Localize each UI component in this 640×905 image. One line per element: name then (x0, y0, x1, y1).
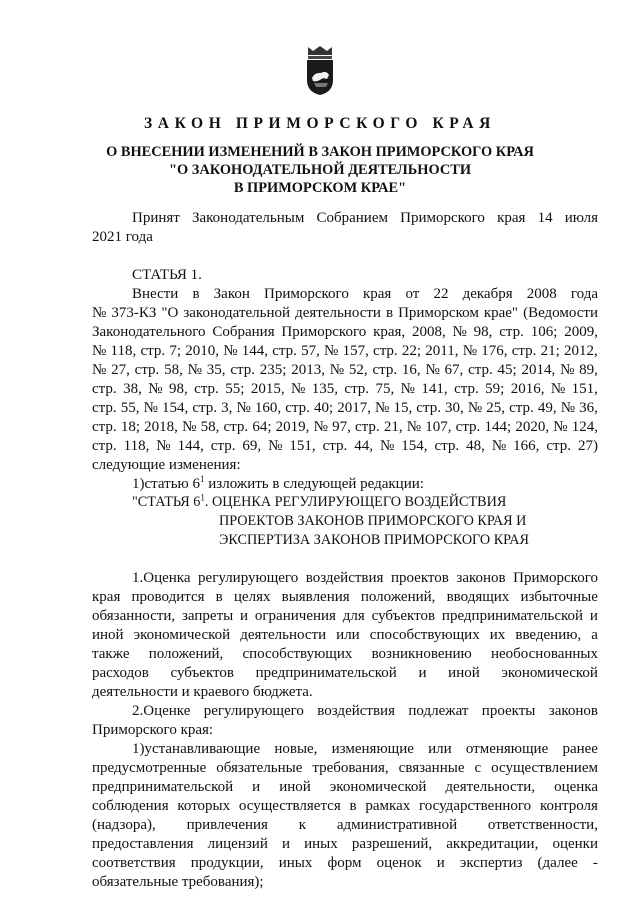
word: Закон (213, 286, 250, 302)
body-line (92, 607, 598, 626)
amendment-title-line: "О ЗАКОНОДАТЕЛЬНОЙ ДЕЯТЕЛЬНОСТИ (168, 162, 472, 178)
word: 2008 (526, 286, 557, 302)
word: проводится (131, 589, 205, 605)
word: избыточные (520, 589, 598, 605)
word: стр. (92, 400, 117, 416)
word: способствующих (242, 646, 353, 662)
word: положений, (148, 646, 224, 662)
word: 2011, (425, 343, 459, 359)
word: 67, (444, 362, 464, 378)
body-line (132, 285, 598, 304)
word: (надзора), (92, 817, 156, 833)
amendment-item (132, 475, 424, 494)
body-line (92, 323, 598, 342)
word: стр. (373, 343, 398, 359)
word: Приморского (281, 324, 367, 340)
word: 40; (313, 400, 334, 416)
word: 38, (123, 381, 142, 397)
article-heading: ПРОЕКТОВ ЗАКОНОВ ПРИМОРСКОГО КРАЯ И (219, 513, 527, 529)
word: 30, (445, 400, 464, 416)
word: № (187, 362, 202, 378)
word: стр. (223, 419, 249, 435)
word: воздействия (317, 703, 395, 719)
word: субъектов (371, 608, 436, 624)
word: ограничения (254, 608, 336, 624)
law-title: ЗАКОН ПРИМОРСКОГО КРАЯ (144, 115, 496, 132)
word: 124, (571, 419, 598, 435)
word: которых (177, 798, 231, 814)
body-line (92, 645, 598, 664)
superscript: 1 (200, 474, 205, 484)
word: Приморского (400, 210, 485, 226)
word: 2015, (250, 381, 285, 397)
word: 2.Оценке (132, 703, 191, 719)
body-line (132, 702, 598, 721)
word: 49, (537, 400, 557, 416)
word: 45; (497, 362, 517, 378)
word: стр. (230, 362, 255, 378)
body-line (92, 854, 598, 873)
word: стр. (416, 400, 441, 416)
amendment-title-line: В ПРИМОРСКОМ КРАЕ" (233, 180, 407, 196)
amendment-item-text: 1)статью 6 (132, 476, 201, 492)
word: продукции, (190, 855, 264, 871)
body-line: обязательные требования); (92, 874, 264, 890)
word: иной (92, 627, 124, 643)
word: иных (304, 836, 338, 852)
word: 58, (200, 419, 220, 435)
word: № (452, 324, 467, 340)
word: стр. (285, 400, 310, 416)
word: от (405, 286, 420, 302)
word: № (329, 362, 345, 378)
word: стр. (511, 343, 537, 359)
word: 59; (485, 381, 505, 397)
body-line: деятельности и краевого бюджета. (92, 684, 313, 700)
word: 107, (425, 419, 452, 435)
article-heading: ЭКСПЕРТИЗА ЗАКОНОВ ПРИМОРСКОГО КРАЯ (219, 532, 529, 548)
word: законов (548, 703, 598, 719)
word: экспертиз (459, 855, 523, 871)
word: 21, (383, 419, 403, 435)
word: или (336, 627, 360, 643)
word: привлечения (186, 817, 268, 833)
word: к (298, 817, 307, 833)
body-line (92, 588, 598, 607)
word: иной (448, 665, 480, 681)
word: рамках (365, 798, 411, 814)
word: и (418, 665, 427, 681)
word: для (342, 608, 365, 624)
word: иной (279, 779, 311, 795)
word: 235; (259, 362, 287, 378)
word: иных (278, 855, 313, 871)
body-line (92, 361, 598, 380)
word: стр. (468, 362, 493, 378)
word: соответствия (92, 855, 176, 871)
word: введению, (515, 627, 582, 643)
article-heading-text: "СТАТЬЯ 6 (132, 494, 201, 510)
word: № (143, 400, 158, 416)
word: 18; (120, 419, 140, 435)
word: стр. (454, 381, 479, 397)
body-line (92, 626, 598, 645)
word: 2017, (337, 400, 371, 416)
word: стр. (92, 381, 117, 397)
word: 25, (486, 400, 506, 416)
word: (далее (537, 855, 578, 871)
word: законодательной (183, 305, 291, 321)
word: государственного (419, 798, 532, 814)
body-line: Приморского края: (92, 722, 214, 738)
word: № (467, 400, 483, 416)
word: и (252, 779, 261, 795)
word: края, (373, 324, 406, 340)
word: отменяющие (465, 741, 549, 757)
word: предусмотренные (92, 760, 207, 776)
word: обязанности, (92, 608, 176, 624)
word: деятельности (295, 305, 381, 321)
word: 118, (110, 343, 137, 359)
word: 151, (571, 381, 598, 397)
word: 98, (168, 381, 188, 397)
word: требования, (312, 760, 389, 776)
word: края (497, 210, 526, 226)
amendment-title-line: О ВНЕСЕНИИ ИЗМЕНЕНИЙ В ЗАКОН ПРИМОРСКОГО КРАЯ (106, 144, 534, 160)
word: стр. (499, 324, 524, 340)
word: стр. (434, 438, 460, 454)
body-line (132, 569, 598, 588)
word: Внести (132, 286, 179, 302)
word: № (375, 400, 390, 416)
body-line (92, 816, 598, 835)
word: вводящих (446, 589, 510, 605)
word: стр. (92, 438, 117, 454)
word: 55; (225, 381, 245, 397)
word: 144; (484, 419, 512, 435)
word: 36, (579, 400, 598, 416)
word: расходов (92, 665, 149, 681)
word: 2012, (563, 343, 598, 359)
word: 97, (332, 419, 351, 435)
word: № (560, 400, 576, 416)
word: № (92, 362, 107, 378)
word: стр. (355, 419, 380, 435)
word: 16, (401, 362, 421, 378)
word: проектов (390, 570, 449, 586)
word: крае" (483, 305, 519, 321)
word: Собранием (316, 210, 388, 226)
word: 2020, (515, 419, 550, 435)
word: № (379, 438, 395, 454)
word: Принят (132, 210, 180, 226)
article-label: СТАТЬЯ 1. (132, 267, 202, 283)
word: также (92, 646, 130, 662)
word: с (474, 760, 482, 776)
word: 58, (164, 362, 183, 378)
word: предпринимательской (441, 608, 584, 624)
word: 15, (393, 400, 413, 416)
word: 2013, (291, 362, 325, 378)
word: 57, (301, 343, 320, 359)
word: в (385, 305, 394, 321)
word: оценка (554, 779, 598, 795)
word: № (92, 305, 107, 321)
word: № (92, 343, 107, 359)
word: обязательные (216, 760, 303, 776)
word: стр. (140, 343, 166, 359)
word: аккредитации, (446, 836, 539, 852)
word: № (223, 343, 238, 359)
word: 44, (354, 438, 374, 454)
word: стр. (509, 400, 534, 416)
word: запреты (182, 608, 234, 624)
word: № (324, 343, 339, 359)
word: 160, (254, 400, 282, 416)
word: края (92, 589, 121, 605)
word: или (428, 741, 452, 757)
body-line (92, 759, 598, 778)
word: 98, (473, 324, 493, 340)
word: соблюдения (92, 798, 169, 814)
word: года (570, 286, 598, 302)
word: Приморского (513, 570, 598, 586)
word: 2010, (185, 343, 219, 359)
word: 35, (206, 362, 226, 378)
word: 3, (221, 400, 233, 416)
word: регулирующего (203, 703, 304, 719)
word: и (589, 608, 598, 624)
word: экономической (329, 779, 427, 795)
word: 157, (342, 343, 369, 359)
word: 7; (169, 343, 181, 359)
word: возникновению (371, 646, 472, 662)
word: № (148, 381, 163, 397)
body-line (132, 740, 598, 759)
adoption-line: 2021 года (92, 229, 153, 245)
word: 144, (241, 343, 268, 359)
word: способствующих (369, 627, 480, 643)
word: 2008, (411, 324, 446, 340)
word: необоснованных (490, 646, 598, 662)
coat-of-arms-icon (303, 42, 337, 96)
word: стр. (210, 438, 236, 454)
word: стр. (372, 362, 398, 378)
word: 21; (540, 343, 560, 359)
word: № (550, 381, 566, 397)
word: 89, (579, 362, 598, 378)
article-heading (132, 493, 506, 512)
word: № (491, 438, 507, 454)
word: 135, (311, 381, 338, 397)
word: проекты (481, 703, 536, 719)
word: стр. (546, 438, 571, 454)
superscript: 1 (200, 492, 205, 503)
word: ранее (562, 741, 598, 757)
word: оценок (376, 855, 422, 871)
word: стр. (344, 381, 370, 397)
word: осуществлением (491, 760, 598, 776)
word: и (281, 836, 290, 852)
word: 118, (123, 438, 150, 454)
word: № (313, 419, 328, 435)
word: декабря (462, 286, 513, 302)
word: 373-КЗ (111, 305, 157, 321)
body-line: следующие изменения: (92, 457, 241, 473)
word: - (592, 855, 598, 871)
word: 154, (162, 400, 189, 416)
word: 166, (513, 438, 540, 454)
word: (Ведомости (523, 305, 598, 321)
word: 27, (111, 362, 130, 378)
word: стр. (92, 419, 117, 435)
word: воздействия (305, 570, 384, 586)
word: изменяющие (331, 741, 414, 757)
body-line (92, 664, 598, 683)
word: предпринимательской (92, 779, 234, 795)
word: Законодательным (191, 210, 305, 226)
word: стр. (272, 343, 297, 359)
word: № (236, 400, 251, 416)
word: № (560, 362, 575, 378)
word: и (436, 855, 445, 871)
word: 2016, (510, 381, 545, 397)
word: экономической (501, 665, 598, 681)
word: Приморского (264, 286, 349, 302)
word: № (400, 381, 415, 397)
word: края (362, 286, 392, 302)
word: 141, (421, 381, 448, 397)
word: Собрания (212, 324, 275, 340)
amendment-item-text: изложить в следующей редакции: (204, 476, 424, 492)
word: субъектов (170, 665, 234, 681)
word: законов (456, 570, 506, 586)
word: подлежат (408, 703, 469, 719)
word: 2018, (144, 419, 178, 435)
word: 48, (466, 438, 485, 454)
word: 2014, (521, 362, 556, 378)
word: стр. (194, 381, 219, 397)
word: положений, (360, 589, 436, 605)
word: 144, (177, 438, 204, 454)
word: стр. (192, 400, 217, 416)
word: форм (327, 855, 362, 871)
word: регулирующего (198, 570, 299, 586)
word: ответственности, (487, 817, 598, 833)
word: а (591, 627, 598, 643)
word: 52, (348, 362, 368, 378)
word: "О (161, 305, 179, 321)
word: в (192, 286, 200, 302)
word: выявления (281, 589, 350, 605)
word: 176, (481, 343, 508, 359)
word: 55, (120, 400, 140, 416)
word: Законодательного (92, 324, 206, 340)
word: № (406, 419, 422, 435)
body-line (92, 437, 598, 456)
word: № (462, 343, 478, 359)
article-heading-text: . ОЦЕНКА РЕГУЛИРУЮЩЕГО ВОЗДЕЙСТВИЯ (204, 494, 507, 510)
word: связанные (398, 760, 465, 776)
body-line (92, 418, 598, 437)
word: № (182, 419, 197, 435)
word: 154, (401, 438, 428, 454)
body-line (92, 380, 598, 399)
word: лицензий (207, 836, 268, 852)
word: новые, (274, 741, 318, 757)
word: оценки (552, 836, 598, 852)
word: 64; (252, 419, 272, 435)
word: предпринимательской (255, 665, 397, 681)
word: Приморском (398, 305, 479, 321)
amendment-title (0, 143, 640, 197)
word: деятельности (240, 627, 327, 643)
word: контроля (539, 798, 598, 814)
body-line (92, 399, 598, 418)
word: стр. (322, 438, 348, 454)
word: стр. (455, 419, 481, 435)
word: 69, (242, 438, 262, 454)
body-line (92, 835, 598, 854)
word: № (425, 362, 440, 378)
word: № (268, 438, 283, 454)
body-line (92, 778, 598, 797)
body-line (92, 304, 598, 323)
word: в (215, 589, 223, 605)
word: 2019, (275, 419, 310, 435)
word: экономической (133, 627, 231, 643)
word: 106; (530, 324, 558, 340)
word: № (291, 381, 306, 397)
word: 2009, (564, 324, 598, 340)
word: 1.Оценка (132, 570, 191, 586)
word: административной (336, 817, 458, 833)
body-line (92, 342, 598, 361)
word: № (156, 438, 171, 454)
word: и (240, 608, 249, 624)
word: их (489, 627, 506, 643)
word: № (553, 419, 568, 435)
word: 75, (375, 381, 395, 397)
word: 14 (537, 210, 553, 226)
word: предоставления (92, 836, 194, 852)
adoption-line (132, 209, 598, 228)
word: 151, (289, 438, 316, 454)
word: 22; (401, 343, 422, 359)
word: в (349, 798, 357, 814)
body-line (92, 797, 598, 816)
word: стр. (134, 362, 160, 378)
word: 22 (433, 286, 449, 302)
word: деятельности, (445, 779, 536, 795)
word: 27) (577, 438, 598, 454)
word: осуществляется (238, 798, 341, 814)
word: целях (233, 589, 271, 605)
word: июля (564, 210, 598, 226)
word: 1)устанавливающие (132, 741, 261, 757)
word: разрешений, (351, 836, 433, 852)
